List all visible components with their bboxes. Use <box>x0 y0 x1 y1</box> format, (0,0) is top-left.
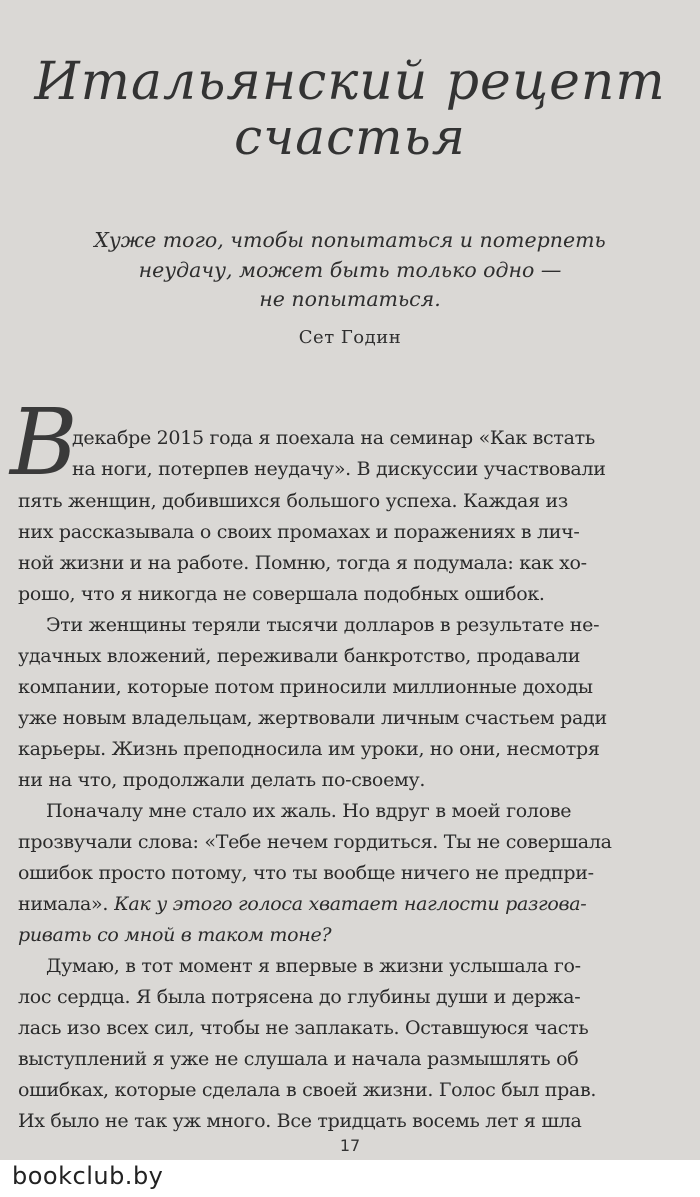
chapter-title-line-2: счастья <box>234 108 466 166</box>
chapter-title-line-1: Итальянский рецепт <box>34 52 666 112</box>
body-line: Их было не так уж много. Все тридцать восемь лет я шла <box>18 1110 582 1132</box>
body-line: выступлений я уже не слушала и начала размышлять об <box>18 1048 579 1070</box>
body-line: рошо, что я никогда не совершала подобных ошибок. <box>18 583 545 605</box>
body-line: ни на что, продолжали делать по-своему. <box>18 769 426 791</box>
epigraph-line-3: не попытаться. <box>259 287 441 311</box>
body-line: декабре 2015 года я поехала на семинар «Как встать <box>72 427 595 449</box>
epigraph-line-1: Хуже того, чтобы попытаться и потерпеть <box>94 228 606 252</box>
body-line: лась изо всех сил, чтобы не заплакать. Оставшуюся часть <box>18 1017 589 1039</box>
body-line: них рассказывала о своих промахах и поражениях в лич- <box>18 521 580 543</box>
body-line: уже новым владельцам, жертвовали личным счастьем ради <box>18 707 607 729</box>
body-line: лос сердца. Я была потрясена до глубины души и держа- <box>18 986 581 1008</box>
body-line: Поначалу мне стало их жаль. Но вдруг в моей голове <box>46 800 572 822</box>
body-line-italic: Как у этого голоса хватает наглости разгова- <box>114 893 587 915</box>
body-line: прозвучали слова: «Тебе нечем гордиться. Ты не совершала <box>18 831 612 853</box>
page-number: 17 <box>339 1136 361 1155</box>
body-line: Думаю, в тот момент я впервые в жизни услышала го- <box>46 955 581 977</box>
body-line: Эти женщины теряли тысячи долларов в результате не- <box>46 614 600 636</box>
body-line: ошибках, которые сделала в своей жизни. Голос был прав. <box>18 1079 597 1101</box>
body-line: на ноги, потерпев неудачу». В дискуссии участвовали <box>72 458 606 480</box>
watermark: bookclub.by <box>12 1162 164 1190</box>
epigraph-line-2: неудачу, может быть только одно — <box>138 258 562 282</box>
body-line: карьеры. Жизнь преподносила им уроки, но они, несмотря <box>18 738 600 760</box>
body-line-italic: ривать со мной в таком тоне? <box>18 924 332 946</box>
epigraph-author: Сет Годин <box>298 327 402 348</box>
drop-cap: В <box>10 389 78 496</box>
body-line: нимала». <box>18 893 109 915</box>
body-line: ной жизни и на работе. Помню, тогда я подумала: как хо- <box>18 552 587 574</box>
body-line: пять женщин, добившихся большого успеха. Каждая из <box>18 490 568 512</box>
body-line: удачных вложений, переживали банкротство, продавали <box>18 645 581 667</box>
body-line: ошибок просто потому, что ты вообще ничего не предпри- <box>18 862 594 884</box>
body-line: компании, которые потом приносили миллионные доходы <box>18 676 593 698</box>
